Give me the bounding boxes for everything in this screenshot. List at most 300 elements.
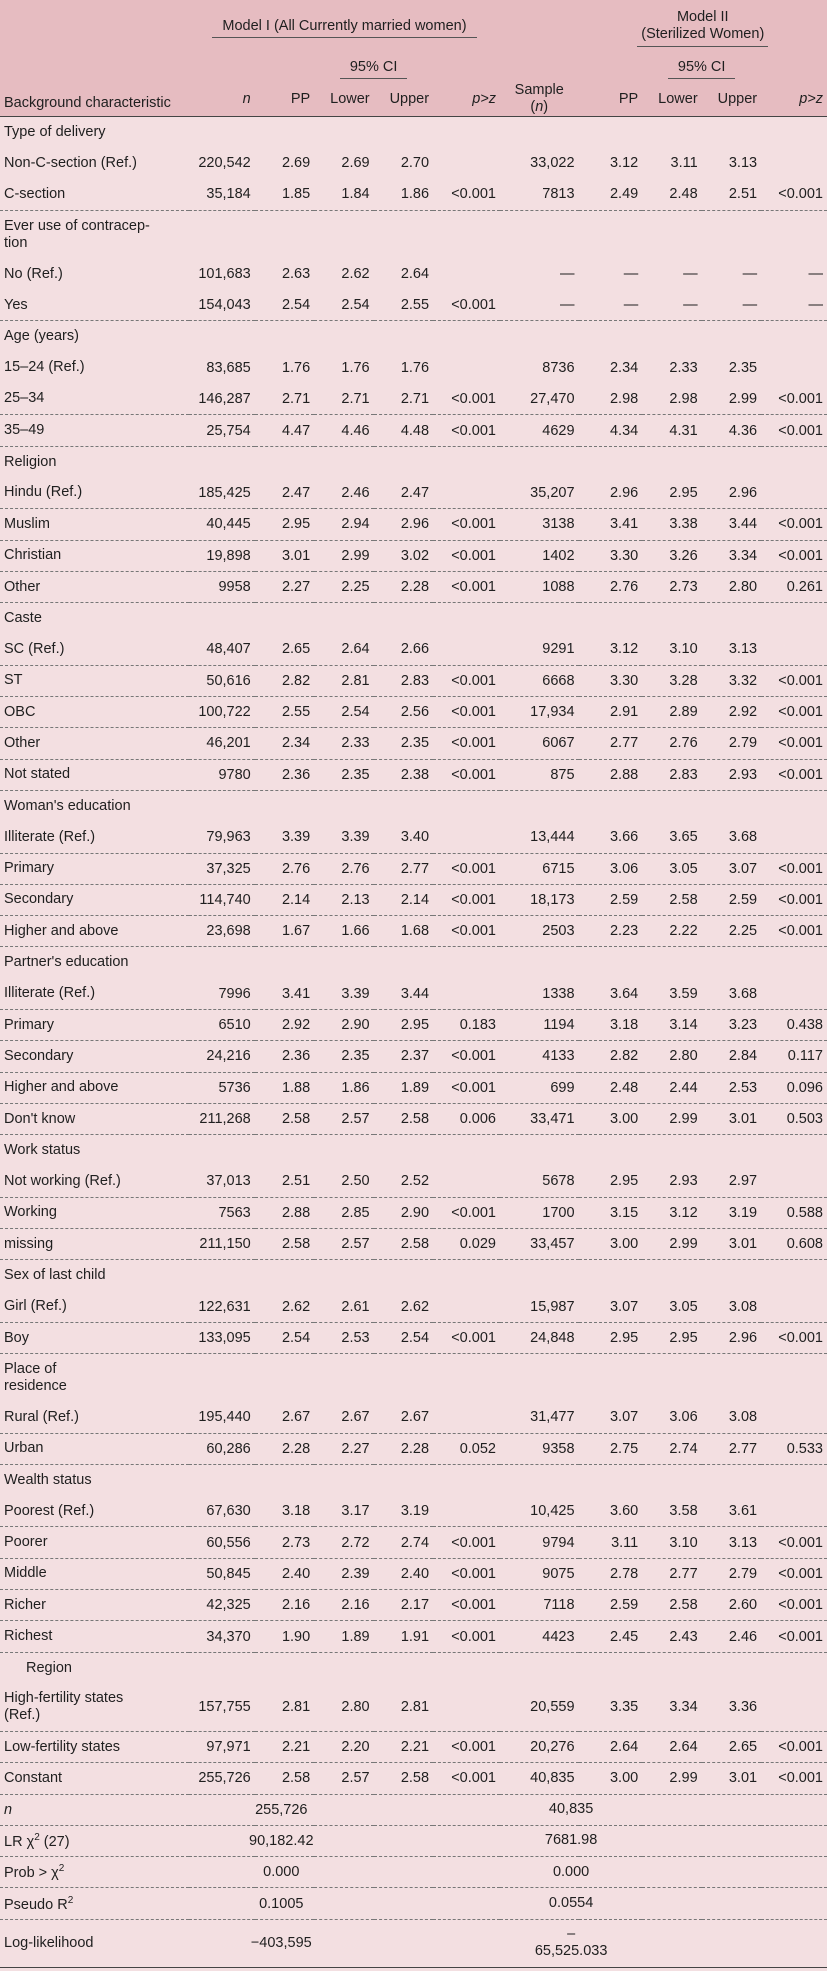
cell-upper2: 2.96: [702, 477, 761, 508]
table-row: [0, 290, 827, 321]
cell-pp: 2.21: [255, 1731, 314, 1762]
cell-upper2: 3.19: [702, 1197, 761, 1228]
empty-cell: [761, 1135, 827, 1166]
cell-upper2: 2.96: [702, 1322, 761, 1353]
cell-lower2: 2.99: [642, 1229, 701, 1260]
cell-pz2: <0.001: [761, 916, 827, 947]
cell-pz: <0.001: [433, 1731, 500, 1762]
empty-cell: [579, 1354, 643, 1402]
section-label: Age (years): [4, 328, 79, 345]
row-label: Middle: [0, 1558, 189, 1589]
cell-upper2: 2.60: [702, 1590, 761, 1621]
cell-pp: 2.88: [255, 1197, 314, 1228]
empty-cell: [579, 1464, 643, 1495]
cell-upper: 2.96: [374, 509, 433, 540]
table-row: [0, 1010, 827, 1041]
table-header: [0, 0, 827, 117]
cell-pz2: <0.001: [761, 884, 827, 915]
cell-upper2: 2.65: [702, 1731, 761, 1762]
cell-lower: 2.57: [314, 1229, 373, 1260]
cell-lower: 3.39: [314, 978, 373, 1009]
cell-pp: 1.76: [281, 359, 311, 376]
empty-cell: [189, 1260, 255, 1291]
col-sample: Sample (n): [500, 82, 579, 117]
cell-pz2: 0.503: [761, 1103, 827, 1134]
cell-sample-n: 6715: [500, 853, 579, 884]
empty-cell: [579, 1652, 643, 1683]
table-row: [0, 1590, 827, 1621]
cell-pz: [433, 822, 500, 853]
cell-n: 146,287: [189, 384, 255, 415]
cell-pp: 2.95: [255, 509, 314, 540]
cell-pz2: <0.001: [761, 728, 827, 759]
cell-upper: 2.83: [374, 665, 433, 696]
empty-cell: [642, 117, 701, 148]
cell-pp: 2.81: [255, 1683, 314, 1731]
empty-cell: [761, 1652, 827, 1683]
stat-row: [0, 1794, 827, 1825]
cell-n: 185,425: [189, 477, 255, 508]
section-header-row: [0, 1260, 827, 1291]
table-row: [0, 1496, 827, 1527]
cell-pz2: <0.001: [761, 853, 827, 884]
cell-upper: 2.28: [374, 571, 433, 602]
table-row: [0, 1402, 827, 1433]
table-row: [0, 1731, 827, 1762]
cell-n: 211,268: [189, 1103, 255, 1134]
cell-n: 34,370: [189, 1621, 255, 1652]
cell-upper: 3.19: [374, 1496, 433, 1527]
empty-cell: [374, 117, 433, 148]
cell-pp2: 3.11: [579, 1527, 643, 1558]
empty-cell: [702, 1919, 761, 1967]
empty-cell: [642, 1354, 701, 1402]
cell-lower2: 4.31: [642, 415, 701, 446]
cell-pp2: 3.00: [579, 1103, 643, 1134]
section-label: Woman's education: [4, 797, 131, 814]
cell-pp2: 3.30: [579, 665, 643, 696]
cell-pp2: 2.88: [579, 759, 643, 790]
cell-lower: 2.57: [314, 1103, 373, 1134]
model2-ci-header: 95% CI: [642, 56, 761, 82]
table-row: [0, 148, 827, 179]
cell-pz2: 0.096: [761, 1072, 827, 1103]
cell-sample-n: 7813: [500, 179, 579, 210]
cell-n: 60,556: [189, 1527, 255, 1558]
empty-cell: [761, 603, 827, 634]
stat-label: Prob > $\chi^2$: [0, 1857, 189, 1888]
table-row: [0, 1763, 827, 1794]
cell-pp2: 2.96: [579, 477, 643, 508]
empty-cell: [761, 1794, 827, 1825]
cell-sample-n: —: [500, 290, 579, 321]
cell-sample-n: 18,173: [500, 884, 579, 915]
cell-pp: 2.76: [255, 853, 314, 884]
empty-cell: [433, 947, 500, 978]
cell-pp2: 2.59: [579, 1590, 643, 1621]
cell-lower2: 2.33: [669, 359, 698, 376]
cell-lower: 1.86: [314, 1072, 373, 1103]
cell-n: 195,440: [189, 1402, 255, 1433]
table-row: [0, 759, 827, 790]
cell-upper: 1.91: [374, 1621, 433, 1652]
empty-cell: [255, 1652, 314, 1683]
table-row: [0, 665, 827, 696]
empty-cell: [255, 790, 314, 821]
cell-n: 25,754: [189, 415, 255, 446]
cell-upper: 2.28: [374, 1433, 433, 1464]
cell-n: 157,755: [189, 1683, 255, 1731]
cell-pz: [433, 1496, 500, 1527]
cell-upper: 2.17: [374, 1590, 433, 1621]
cell-pz2: [761, 1166, 827, 1197]
empty-cell: [761, 321, 827, 352]
cell-lower: 2.99: [314, 540, 373, 571]
cell-lower2: 3.65: [642, 822, 701, 853]
cell-pp: 2.67: [255, 1402, 314, 1433]
cell-n: 220,542: [198, 155, 251, 172]
cell-pp2: 3.12: [609, 155, 639, 172]
cell-n: 6510: [189, 1010, 255, 1041]
cell-pz2: [761, 477, 827, 508]
row-label: C-section: [0, 179, 189, 210]
cell-pp: 2.51: [255, 1166, 314, 1197]
cell-upper: 3.40: [374, 822, 433, 853]
cell-sample-n: 8736: [542, 359, 575, 376]
empty-cell: [374, 1354, 433, 1402]
section-label: Partner's education: [4, 954, 129, 971]
empty-cell: [702, 1260, 761, 1291]
row-label: Richer: [0, 1590, 189, 1621]
cell-upper2: 2.99: [702, 384, 761, 415]
cell-sample-n: 40,835: [500, 1763, 579, 1794]
empty-cell: [500, 321, 579, 352]
empty-cell: [189, 210, 255, 258]
empty-cell: [374, 1652, 433, 1683]
cell-sample-n: 6668: [500, 665, 579, 696]
empty-cell: [702, 321, 761, 352]
cell-sample-n: 9794: [500, 1527, 579, 1558]
empty-cell: [374, 1135, 433, 1166]
cell-pz: <0.001: [433, 1197, 500, 1228]
empty-cell: [500, 446, 579, 477]
col-upper2: Upper: [702, 82, 761, 117]
cell-lower: 2.64: [314, 634, 373, 665]
cell-sample-n: 9358: [500, 1433, 579, 1464]
cell-sample-n: 17,934: [500, 697, 579, 728]
cell-n: 67,630: [189, 1496, 255, 1527]
cell-upper2: 2.80: [702, 571, 761, 602]
cell-lower: 2.85: [314, 1197, 373, 1228]
empty-cell: [433, 1825, 500, 1856]
row-label: Not stated: [0, 759, 189, 790]
empty-cell: [642, 1794, 701, 1825]
cell-pp: 1.67: [255, 916, 314, 947]
col-pz2: p>z: [761, 82, 827, 117]
row-label: Girl (Ref.): [0, 1291, 189, 1322]
section-header-row: [0, 1135, 827, 1166]
cell-upper: 2.54: [374, 1322, 433, 1353]
stat-label: Log-likelihood: [0, 1919, 189, 1967]
cell-lower2: 2.58: [642, 884, 701, 915]
cell-lower: 2.39: [314, 1558, 373, 1589]
cell-lower2: 3.26: [642, 540, 701, 571]
empty-cell: [702, 117, 761, 148]
cell-lower: 2.54: [314, 697, 373, 728]
table-row: [0, 1072, 827, 1103]
cell-lower2: 3.34: [642, 1683, 701, 1731]
cell-lower2: 3.14: [642, 1010, 701, 1041]
cell-pp: 2.54: [255, 1322, 314, 1353]
cell-upper2: 3.36: [702, 1683, 761, 1731]
cell-lower2: 2.80: [642, 1041, 701, 1072]
cell-pp2: 3.06: [579, 853, 643, 884]
cell-sample-n: 9075: [500, 1558, 579, 1589]
cell-pp: 2.62: [255, 1291, 314, 1322]
cell-pz2: <0.001: [761, 1527, 827, 1558]
cell-n: 42,325: [189, 1590, 255, 1621]
row-label: Richest: [0, 1621, 189, 1652]
empty-cell: [189, 321, 255, 352]
cell-upper: 2.70: [400, 155, 430, 172]
cell-pp: 2.58: [255, 1229, 314, 1260]
stat-model2-value: 0.0554: [500, 1888, 642, 1919]
cell-upper2: 3.08: [702, 1291, 761, 1322]
table-row: [0, 509, 827, 540]
cell-sample-n: 4423: [500, 1621, 579, 1652]
row-label: Working: [0, 1197, 189, 1228]
cell-n: 46,201: [189, 728, 255, 759]
cell-sample-n: 10,425: [500, 1496, 579, 1527]
cell-upper: 2.37: [374, 1041, 433, 1072]
empty-cell: [189, 1652, 255, 1683]
cell-lower2: 2.95: [642, 1322, 701, 1353]
cell-pp2: 2.76: [579, 571, 643, 602]
cell-upper2: 2.93: [702, 759, 761, 790]
empty-cell: [579, 117, 643, 148]
empty-cell: [642, 1825, 701, 1856]
cell-sample-n: 27,470: [500, 384, 579, 415]
cell-pp2: 2.59: [579, 884, 643, 915]
cell-lower2: 2.77: [642, 1558, 701, 1589]
cell-pz: <0.001: [433, 853, 500, 884]
cell-pp: 4.47: [255, 415, 314, 446]
cell-pz2: 0.438: [761, 1010, 827, 1041]
table-row: [0, 384, 827, 415]
cell-upper: 1.76: [400, 359, 430, 376]
cell-upper2: 3.34: [702, 540, 761, 571]
cell-lower: 2.90: [314, 1010, 373, 1041]
cell-upper2: 2.79: [702, 728, 761, 759]
cell-pz: <0.001: [433, 290, 500, 321]
cell-upper: 2.71: [374, 384, 433, 415]
empty-cell: [374, 210, 433, 258]
empty-cell: [642, 1888, 701, 1919]
cell-upper2: 2.25: [702, 916, 761, 947]
cell-lower2: 3.11: [670, 155, 698, 172]
cell-pz: <0.001: [433, 415, 500, 446]
empty-cell: [761, 117, 827, 148]
cell-upper2: 2.46: [702, 1621, 761, 1652]
cell-n: 255,726: [189, 1763, 255, 1794]
cell-upper: 2.56: [374, 697, 433, 728]
cell-pz: [433, 1166, 500, 1197]
cell-n: 133,095: [189, 1322, 255, 1353]
model1-ci-header: 95% CI: [314, 56, 433, 82]
cell-lower: 2.46: [314, 477, 373, 508]
empty-cell: [642, 947, 701, 978]
cell-sample-n: 1402: [500, 540, 579, 571]
stat-row: [0, 1857, 827, 1888]
cell-pp: 2.14: [255, 884, 314, 915]
cell-sample-n: 33,471: [500, 1103, 579, 1134]
empty-cell: [761, 1857, 827, 1888]
empty-cell: [702, 790, 761, 821]
cell-lower2: 3.28: [642, 665, 701, 696]
row-label: Not working (Ref.): [0, 1166, 189, 1197]
cell-pz: 0.006: [433, 1103, 500, 1134]
col-pz: p>z: [433, 82, 500, 117]
row-label: Other: [0, 728, 189, 759]
cell-n: 50,845: [189, 1558, 255, 1589]
col-pp2: PP: [579, 82, 643, 117]
cell-pp2: 3.00: [579, 1763, 643, 1794]
cell-n: 35,184: [189, 179, 255, 210]
empty-cell: [314, 1464, 373, 1495]
cell-pp: 2.54: [255, 290, 314, 321]
cell-pz: <0.001: [433, 697, 500, 728]
cell-pz2: [761, 1402, 827, 1433]
stat-row: [0, 1919, 827, 1967]
cell-lower: 2.57: [314, 1763, 373, 1794]
cell-pz2: [761, 634, 827, 665]
cell-pz2: <0.001: [761, 415, 827, 446]
cell-pz: <0.001: [433, 571, 500, 602]
cell-upper2: 3.01: [702, 1229, 761, 1260]
empty-cell: [255, 603, 314, 634]
cell-pz: [433, 1402, 500, 1433]
cell-pz: <0.001: [433, 509, 500, 540]
section-label: Type of delivery: [4, 123, 106, 140]
table-row: [0, 884, 827, 915]
cell-lower: 2.50: [314, 1166, 373, 1197]
cell-pz: [433, 148, 500, 179]
empty-cell: [374, 790, 433, 821]
row-label: Low-fertility states: [0, 1731, 189, 1762]
empty-cell: [189, 947, 255, 978]
row-label: No (Ref.): [4, 265, 63, 282]
row-label: SC (Ref.): [0, 634, 189, 665]
cell-pp2: 2.64: [579, 1731, 643, 1762]
section-header-row: [0, 790, 827, 821]
cell-n: 154,043: [189, 290, 255, 321]
cell-lower2: 2.98: [642, 384, 701, 415]
cell-pz: 0.052: [433, 1433, 500, 1464]
table-row: [0, 822, 827, 853]
cell-n: 9958: [189, 571, 255, 602]
cell-lower2: 3.58: [642, 1496, 701, 1527]
cell-sample-n: 20,276: [500, 1731, 579, 1762]
cell-pp: 2.40: [255, 1558, 314, 1589]
empty-cell: [314, 1135, 373, 1166]
cell-lower: 2.16: [314, 1590, 373, 1621]
cell-pp: 2.47: [255, 477, 314, 508]
cell-lower: 2.27: [314, 1433, 373, 1464]
row-label: 15–24 (Ref.): [4, 359, 85, 376]
empty-cell: [642, 446, 701, 477]
row-label: Secondary: [0, 884, 189, 915]
cell-pz2: <0.001: [761, 759, 827, 790]
empty-cell: [433, 790, 500, 821]
cell-sample-n: 1700: [500, 1197, 579, 1228]
empty-cell: [255, 210, 314, 258]
cell-lower: 1.76: [341, 359, 370, 376]
row-label: Higher and above: [0, 1072, 189, 1103]
cell-lower: 2.80: [314, 1683, 373, 1731]
cell-pp: 2.16: [255, 1590, 314, 1621]
cell-lower2: 3.12: [642, 1197, 701, 1228]
cell-upper: 3.44: [374, 978, 433, 1009]
empty-cell: [579, 446, 643, 477]
cell-upper2: 3.23: [702, 1010, 761, 1041]
cell-lower: 2.61: [314, 1291, 373, 1322]
cell-pp2: 2.98: [579, 384, 643, 415]
empty-cell: [500, 1354, 579, 1402]
cell-lower2: 2.89: [642, 697, 701, 728]
empty-cell: [579, 603, 643, 634]
empty-cell: [500, 210, 579, 258]
cell-pp2: 3.60: [579, 1496, 643, 1527]
cell-n: 83,685: [206, 359, 251, 376]
row-label: Poorer: [0, 1527, 189, 1558]
cell-pp: 2.71: [255, 384, 314, 415]
empty-cell: [374, 1888, 433, 1919]
cell-pp: 3.39: [255, 822, 314, 853]
empty-cell: [500, 790, 579, 821]
cell-upper2: 3.01: [702, 1103, 761, 1134]
empty-cell: [500, 1135, 579, 1166]
empty-cell: [433, 117, 500, 148]
cell-pp: 2.92: [255, 1010, 314, 1041]
empty-cell: [433, 1135, 500, 1166]
cell-pp2: 2.23: [579, 916, 643, 947]
model1-header: Model I (All Currently married women): [189, 0, 500, 56]
cell-sample-n: 699: [500, 1072, 579, 1103]
cell-pp2: 3.00: [579, 1229, 643, 1260]
cell-lower: 1.89: [314, 1621, 373, 1652]
table-row: [0, 258, 827, 289]
empty-cell: [189, 1354, 255, 1402]
cell-lower2: 2.76: [642, 728, 701, 759]
cell-n: 101,683: [198, 266, 251, 283]
stat-model1-value: −403,595: [189, 1919, 374, 1967]
empty-cell: [642, 321, 701, 352]
cell-pz2: —: [761, 290, 827, 321]
table-body: [0, 117, 827, 1968]
empty-cell: [702, 603, 761, 634]
cell-pz: 0.029: [433, 1229, 500, 1260]
empty-cell: [314, 947, 373, 978]
cell-lower: 2.54: [314, 290, 373, 321]
row-label: Illiterate (Ref.): [0, 978, 189, 1009]
cell-lower2: 2.73: [642, 571, 701, 602]
table-row: [0, 853, 827, 884]
cell-lower: 1.66: [314, 916, 373, 947]
cell-upper: 2.14: [374, 884, 433, 915]
cell-n: 9780: [189, 759, 255, 790]
cell-lower: 2.67: [314, 1402, 373, 1433]
cell-lower: 4.46: [314, 415, 373, 446]
